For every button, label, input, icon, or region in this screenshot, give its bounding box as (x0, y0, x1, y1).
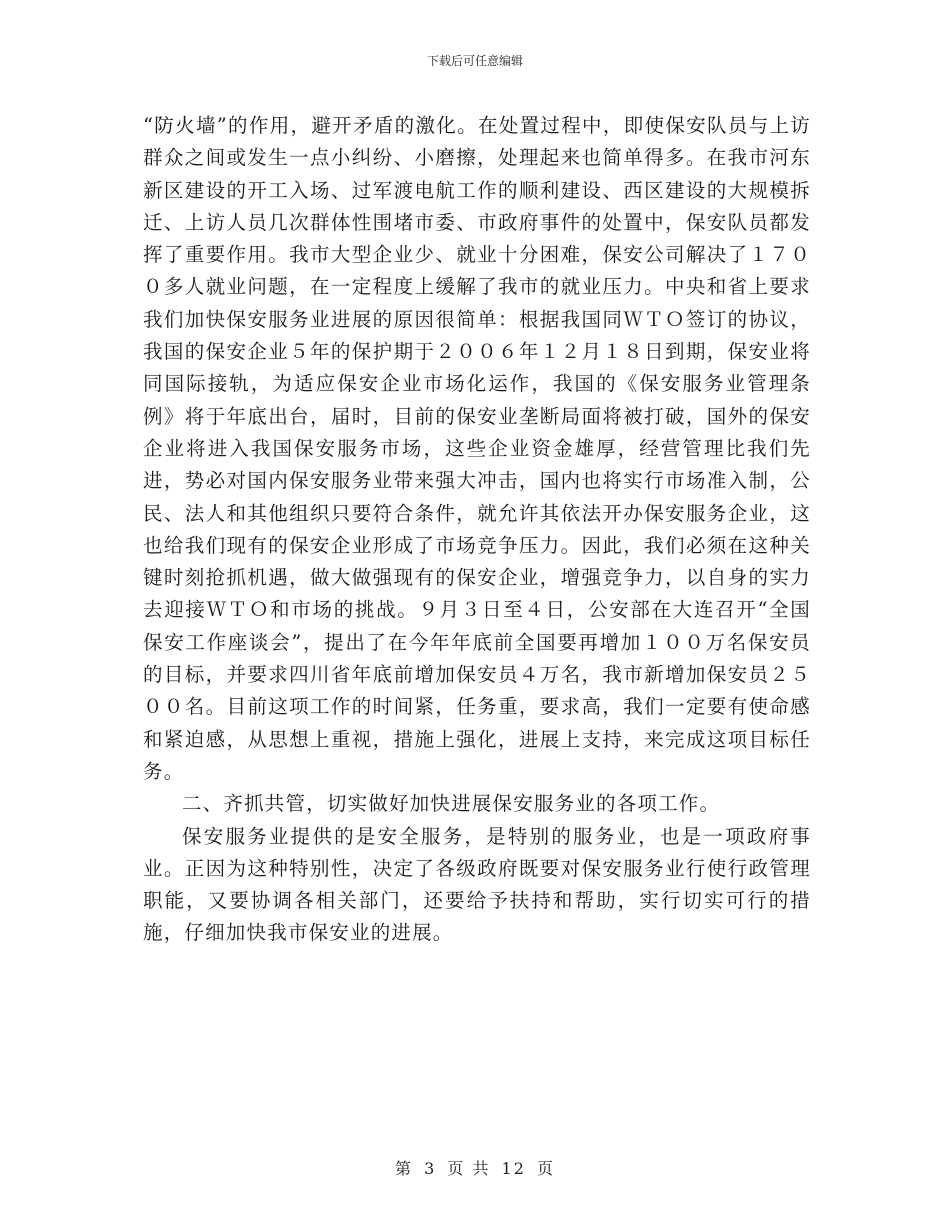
page-footer (0, 1156, 950, 1179)
section-heading: 二、齐抓共管，切实做好加快进展保安服务业的各项工作。 (182, 792, 721, 816)
body-paragraph: 保安服务业提供的是安全服务，是特别的服务业，也是一项政府事业。正因为这种特别性，决定了各级政府既要对保安服务业行使行政管理职能，又要协调各相关部门，还要给予扶持和帮助，实行切实可行的措施，仔细加快我市保安业的进展。 (143, 824, 811, 945)
body-paragraph: “防火墙”的作用，避开矛盾的激化。在处置过程中，即使保安队员与上访群众之间或发生一点小纠纷、小磨擦，处理起来也简单得多。在我市河东新区建设的开工入场、过军渡电航工作的顺利建设、西区建设的大规模拆迁、上访人员几次群体性围堵市委、市政府事件的处置中，保安队员都发挥了重要作用。我市大型企业少、就业十分困难，保安公司解决了１７００多人就业问题，在一定程度上缓解了我市的就业压力。中央和省上要求我们加快保安服务业进展的原因很简单：根据我国同ＷＴＯ签订的协议，我国的保安企业５年的保护期于２００６年１２月１８日到期，保安业将同国际接轨，为适应保安企业市场化运作，我国的《保安服务业管理条例》将于年底出台，届时，目前的保安业垄断局面将被打破，国外的保安企业将进入我国保安服务市场，这些企业资金雄厚，经营管理比我们先进，势必对国内保安服务业带来强大冲击，国内也将实行市场准入制，公民、法人和其他组织只要符合条件，就允许其依法开办保安服务企业，这也给我们现有的保安企业形成了市场竞争压力。因此，我们必须在这种关键时刻抢抓机遇，做大做强现有的保安企业，增强竞争力，以自身的实力去迎接ＷＴＯ和市场的挑战。９月３日至４日，公安部在大连召开“全国保安工作座谈会”，提出了在今年年底前全国要再增加１００万名保安员的目标，并要求四川省年底前增加保安员４万名，我市新增加保安员２５００名。目前这项工作的时间紧，任务重，要求高，我们一定要有使命感和紧迫感，从思想上重视，措施上强化，进展上支持，来完成这项目标任务。 (143, 114, 811, 783)
current-page-number: 3 (424, 1159, 437, 1178)
document-body (143, 110, 811, 950)
footer-suffix: 页 (537, 1159, 556, 1178)
footer-prefix: 第 (394, 1159, 413, 1178)
page-header: 下载后可任意编辑 (426, 54, 523, 68)
total-pages-number: 12 (501, 1159, 526, 1178)
footer-middle: 页 共 (447, 1159, 491, 1178)
